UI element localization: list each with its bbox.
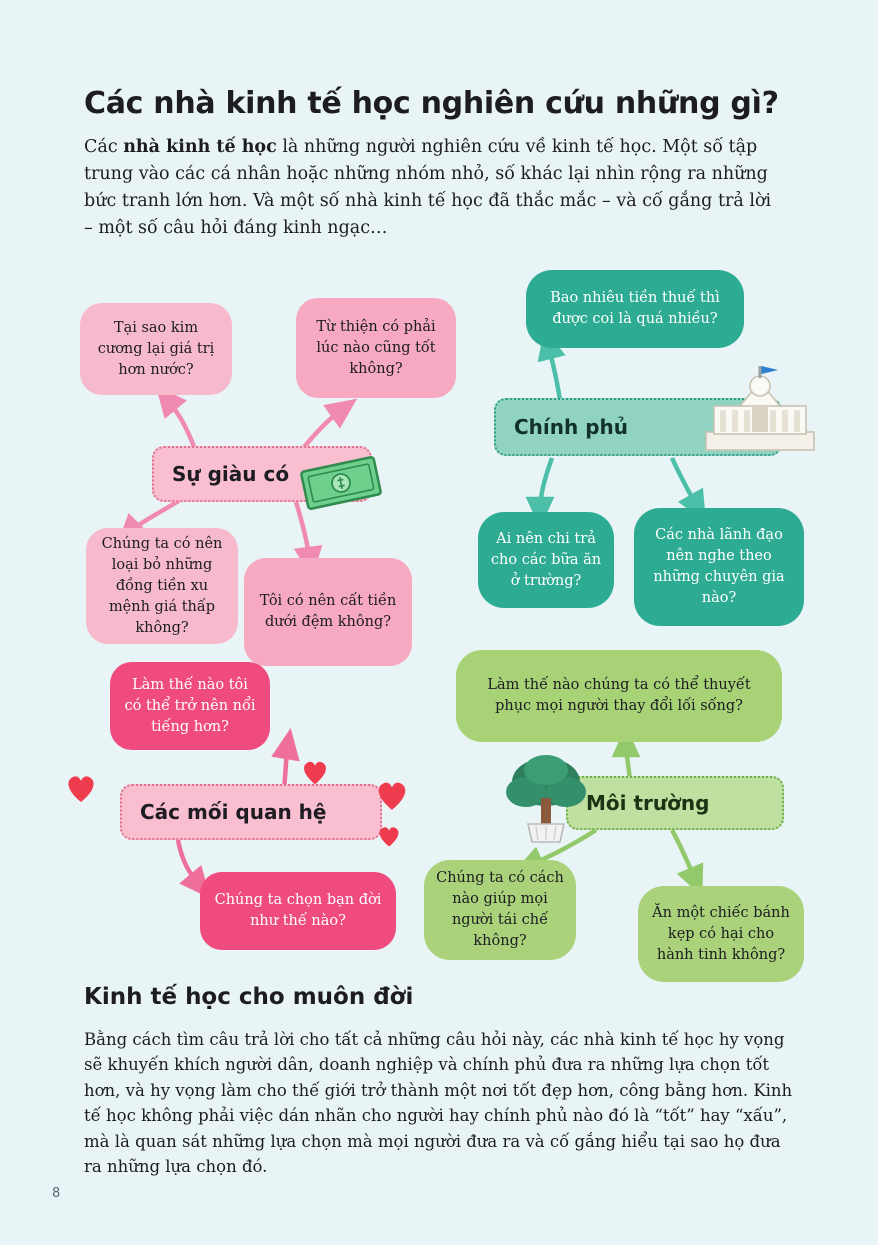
category-label: Môi trường bbox=[586, 791, 710, 815]
money-bill-icon bbox=[298, 452, 384, 514]
bubble-text: Chúng ta có cách nào giúp mọi người tái chế không? bbox=[436, 870, 564, 949]
page-number: 8 bbox=[52, 1186, 61, 1201]
question-bubble-choose-partner bbox=[200, 872, 396, 950]
closing-paragraph: Bằng cách tìm câu trả lời cho tất cả những câu hỏi này, các nhà kinh tế học hy vọng sẽ khuyến khích người dân, doanh nghiệp và chính phủ đưa ra những lựa chọn tốt hơn, và hy vọng làm cho thế giới trở thành một nơi tốt đẹp hơn, công bằng hơn. Kinh tế học không phải việc dán nhãn cho người hay chính phủ nào đó là “tốt” hay “xấu”, mà là quan sát những lựa chọn mà mọi người đưa ra và cố gắng hiểu tại sao họ đưa ra những lựa chọn đó. bbox=[84, 1029, 793, 1176]
category-banner-relationships bbox=[120, 784, 382, 840]
intro-paragraph: Các nhà kinh tế học là những người nghiên cứu về kinh tế học. Một số tập trung vào các cá nhân hoặc những nhóm nhỏ, số khác lại nhìn rộng ra những bức tranh lớn hơn. Và một số nhà kinh tế học đã thắc mắc – và cố gắng trả lời – một số câu hỏi đáng kinh ngạc… bbox=[84, 137, 772, 238]
question-bubble-recycling bbox=[424, 860, 576, 960]
bubble-text: Bao nhiêu tiền thuế thì được coi là quá nhiều? bbox=[550, 290, 720, 327]
category-label: Chính phủ bbox=[514, 415, 629, 439]
question-bubble-charity-good bbox=[296, 298, 456, 398]
bubble-text: Tại sao kim cương lại giá trị hơn nước? bbox=[97, 319, 215, 378]
bubble-text: Tôi có nên cất tiền dưới đệm không? bbox=[259, 593, 397, 630]
question-bubble-which-experts bbox=[634, 508, 804, 626]
heart-icon bbox=[300, 758, 330, 786]
question-bubble-small-coins bbox=[86, 528, 238, 644]
tree-icon bbox=[500, 748, 592, 844]
question-bubble-eating-burger bbox=[638, 886, 804, 982]
heart-icon bbox=[376, 824, 402, 848]
heart-icon bbox=[64, 772, 98, 804]
question-bubble-money-mattress bbox=[244, 558, 412, 666]
capitol-building-icon bbox=[700, 360, 820, 458]
question-bubble-become-famous bbox=[110, 662, 270, 750]
bubble-text: Chúng ta chọn bạn đời như thế nào? bbox=[214, 892, 382, 929]
category-label: Sự giàu có bbox=[172, 462, 290, 486]
question-bubble-change-lifestyle bbox=[456, 650, 782, 742]
question-bubble-diamond-water bbox=[80, 303, 232, 395]
bubble-text: Các nhà lãnh đạo nên nghe theo những chuyên gia nào? bbox=[653, 527, 785, 606]
bubble-text: Làm thế nào tôi có thể trở nên nổi tiếng hơn? bbox=[124, 676, 256, 735]
question-bubble-how-much-tax bbox=[526, 270, 744, 348]
bubble-text: Làm thế nào chúng ta có thể thuyết phục mọi người thay đổi lối sống? bbox=[487, 677, 751, 714]
bubble-text: Ai nên chi trả cho các bữa ăn ở trường? bbox=[490, 530, 602, 589]
heart-icon bbox=[374, 778, 410, 812]
page-title: Các nhà kinh tế học nghiên cứu những gì? bbox=[84, 86, 779, 122]
category-banner-environment bbox=[566, 776, 784, 830]
question-bubble-school-meals bbox=[478, 512, 614, 608]
bubble-text: Từ thiện có phải lúc nào cũng tốt không? bbox=[316, 318, 436, 377]
bubble-text: Chúng ta có nên loại bỏ những đồng tiền xu mệnh giá thấp không? bbox=[101, 535, 223, 636]
category-label: Các mối quan hệ bbox=[140, 800, 327, 824]
bubble-text: Ăn một chiếc bánh kẹp có hại cho hành tinh không? bbox=[652, 904, 790, 963]
closing-subtitle: Kinh tế học cho muôn đời bbox=[84, 984, 414, 1011]
